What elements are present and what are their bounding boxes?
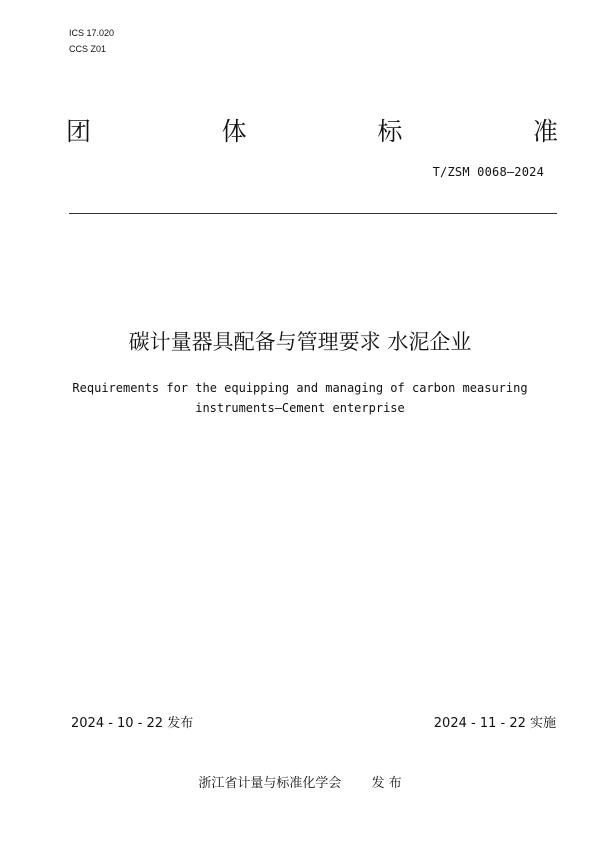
- standard-number: T/ZSM 0068—2024: [432, 165, 544, 179]
- standard-type-char: 准: [532, 117, 558, 146]
- implementation-date: 2024 - 11 - 22 实施: [433, 716, 556, 731]
- english-title: [0, 378, 600, 418]
- standard-type-char: 标: [377, 117, 403, 146]
- standard-type-heading: [66, 110, 558, 150]
- issuing-organization: 浙江省计量与标准化学会: [198, 776, 342, 791]
- issue-action: 发 布: [371, 776, 402, 791]
- ics-code: ICS 17.020: [69, 28, 115, 38]
- standard-type-char: 体: [221, 117, 247, 146]
- header-divider: [69, 213, 557, 214]
- chinese-title: 碳计量器具配备与管理要求 水泥企业: [128, 330, 472, 354]
- english-title-line-1: Requirements for the equipping and managing of carbon measuring: [72, 381, 528, 395]
- english-title-line-2: instruments—Cement enterprise: [195, 401, 405, 415]
- issue-date: 2024 - 10 - 22 发布: [71, 716, 194, 731]
- issuer-line: [0, 775, 600, 793]
- standard-type-char: 团: [66, 117, 92, 146]
- ccs-code: CCS Z01: [69, 44, 107, 54]
